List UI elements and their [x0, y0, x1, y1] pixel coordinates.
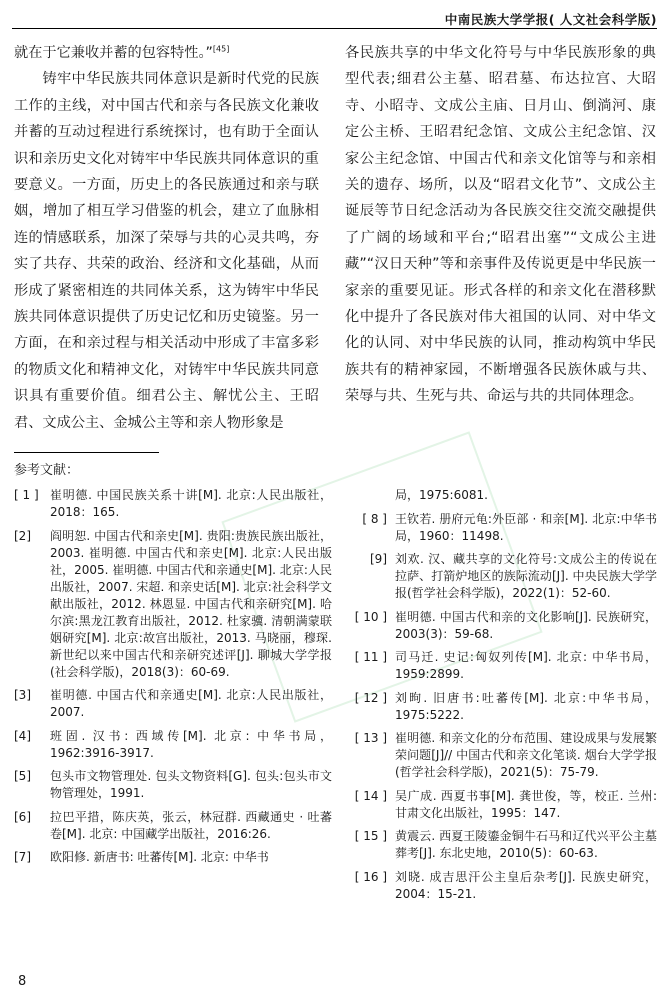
reference-text: 黄震云. 西夏王陵鎏金铜牛石马和辽代兴平公主墓葬考[J]. 东北史地，2010(5)：60-63. [395, 829, 657, 860]
reference-text: 阎明恕. 中国古代和亲史[M]. 贵阳:贵族民族出版社，2003. 崔明德. 中国古代和亲史[M]. 北京:人民出版社，2005. 崔明德. 中国古代和亲通史[M]. 北京:人民出版社，2007. 宋超. 和亲史话[M]. 北京:社会科学文献出版社，2012. 林恩显. 中国古代和亲研究[M]. 哈尔滨:黑龙江教育出版社，2012. 杜家骥. 清朝满蒙联姻研究[M]. 北京:故宫出版社，2013. 马晓丽，穆琛. 新世纪以来中国古代和亲研究述评[J]. 聊城大学学报(社会科学版)，2018(3)：60-69. [50, 528, 332, 679]
reference-number: [5] [14, 769, 31, 783]
paragraph-continued-right: 各民族共享的中华文化符号与中华民族形象的典型代表;细君公主墓、昭君墓、布达拉宫、大昭寺、小昭寺、文成公主庙、日月山、倒淌河、康定公主桥、王昭君纪念馆、文成公主纪念馆、汉家公主纪念馆、中国古代和亲文化馆等与和亲相关的遗存、场所，以及“昭君文化节”、文成公主诞辰等节日纪念活动为各民族交往交流交融提供了广阔的场域和平台;“昭君出塞”“文成公主进藏”“汉日天种”等和亲事件及传说更是中华民族一家亲的重要见证。形式各样的和亲文化在潜移默化中提升了各民族对伟大祖国的认同、对中华文化的认同、对中华民族的认同，推动构筑中华民族共有的精神家园，不断增强各民族休戚与共、荣辱与共、生死与共、命运与共的共同体理念。 [345, 45, 656, 405]
reference-item [345, 690, 657, 724]
references-list-left [14, 487, 332, 873]
reference-text: 包头市文物管理处. 包头文物资料[G]. 包头:包头市文物管理处，1991. [50, 769, 332, 800]
reference-number: [ 14 ] [354, 788, 387, 803]
references-list-right [345, 487, 657, 909]
page-number: 8 [18, 974, 27, 989]
reference-item [14, 728, 332, 762]
reference-number: [4] [14, 728, 31, 743]
reference-item [14, 849, 332, 866]
reference-item [345, 869, 657, 903]
reference-number: [6] [14, 809, 31, 824]
body-column-right [345, 40, 656, 410]
reference-item [14, 487, 332, 521]
reference-text: 王钦若. 册府元龟:外臣部 · 和亲[M]. 北京:中华书局，1960：11498. [395, 511, 657, 543]
reference-text: 刘晓. 成吉思汗公主皇后杂考[J]. 民族史研究，2004：15-21. [395, 869, 657, 901]
reference-item [345, 551, 657, 602]
reference-text: 班固. 汉书: 西域传[M]. 北京: 中华书局，1962:3916-3917. [50, 728, 332, 760]
body-column-left [14, 40, 319, 436]
reference-number: [9] [370, 552, 387, 566]
reference-item [345, 609, 657, 643]
reference-text: 刘欢. 汉、藏共享的文化符号:文成公主的传说在拉萨、打箭炉地区的族际流动[J]. 中央民族大学学报(哲学社会科学版)，2022(1)：52-60. [395, 552, 657, 600]
reference-item [345, 730, 657, 781]
paragraph-text: 就在于它兼收并蓄的包容特性。” [14, 45, 213, 61]
reference-item [345, 788, 657, 822]
reference-number: [ 10 ] [354, 609, 387, 624]
reference-number: [ 12 ] [354, 690, 387, 705]
reference-text: 欧阳修. 新唐书: 吐蕃传[M]. 北京: 中华书 [50, 850, 269, 864]
reference-item [14, 809, 332, 843]
reference-number: [ 11 ] [354, 650, 387, 664]
reference-number: [ 8 ] [362, 511, 387, 526]
reference-number: [ 16 ] [354, 869, 387, 884]
reference-text: 崔明德. 中国民族关系十讲[M]. 北京:人民出版社，2018：165. [50, 488, 332, 519]
reference-number: [3] [14, 688, 31, 702]
references-title: 参考文献： [14, 463, 80, 478]
reference-item [14, 768, 332, 802]
reference-text: 吴广成. 西夏书事[M]. 龚世俊，等，校正. 兰州:甘肃文化出版社，1995：147. [395, 788, 657, 820]
reference-text: 崔明德. 和亲文化的分布范围、建设成果与发展繁荣问题[J]// 中国古代和亲文化笔谈. 烟台大学学报(哲学社会科学版)，2021(5)：75-79. [395, 731, 657, 779]
reference-text: 局，1975:6081. [395, 488, 488, 502]
reference-item [14, 687, 332, 721]
reference-number: [ 13 ] [354, 731, 387, 745]
journal-title: 中南民族大学学报( 人文社会科学版) [444, 12, 657, 27]
reference-number: [ 1 ] [14, 488, 39, 502]
reference-item [345, 487, 657, 504]
citation-marker: [45] [212, 44, 230, 54]
paragraph-continued [14, 40, 319, 66]
reference-number [345, 487, 395, 504]
header-rule [12, 28, 657, 29]
reference-text: 崔明德. 中国古代和亲的文化影响[J]. 民族研究，2003(3)：59-68. [395, 609, 657, 641]
references-rule [14, 452, 159, 453]
reference-text: 拉巴平措，陈庆英，张云，林冠群. 西藏通史 · 吐蕃卷[M]. 北京: 中国藏学出版社，2016:26. [50, 809, 332, 841]
paragraph-main: 铸牢中华民族共同体意识是新时代党的民族工作的主线，对中国古代和亲与各民族文化兼收并蓄的互动过程进行系统探讨，也有助于全面认识和亲历史文化对铸牢中华民族共同体意识的重要意义。一方面，历史上的各民族通过和亲与联姻，增加了相互学习借鉴的机会，建立了血脉相连的情感联系，加深了荣辱与共的心灵共鸣，夯实了共存、共荣的政治、经济和文化基础，从而形成了紧密相连的共同体关系，这为铸牢中华民族共同体意识提供了历史记忆和历史镜鉴。另一方面，在和亲过程与相关活动中形成了丰富多彩的物质文化和精神文化，对铸牢中华民族共同意识具有重要价值。细君公主、解忧公主、王昭君、文成公主、金城公主等和亲人物形象是 [14, 71, 319, 431]
reference-item [14, 528, 332, 681]
reference-number: [7] [14, 850, 31, 864]
reference-number: [ 15 ] [354, 829, 387, 843]
reference-item [345, 649, 657, 683]
reference-item [345, 511, 657, 545]
reference-text: 崔明德. 中国古代和亲通史[M]. 北京:人民出版社，2007. [50, 688, 332, 719]
reference-item [345, 828, 657, 862]
reference-text: 司马迁. 史记:匈奴列传[M]. 北京: 中华书局，1959:2899. [395, 650, 657, 681]
reference-text: 刘昫. 旧唐书:吐蕃传[M]. 北京:中华书局，1975:5222. [395, 690, 657, 722]
reference-number: [2] [14, 528, 31, 543]
